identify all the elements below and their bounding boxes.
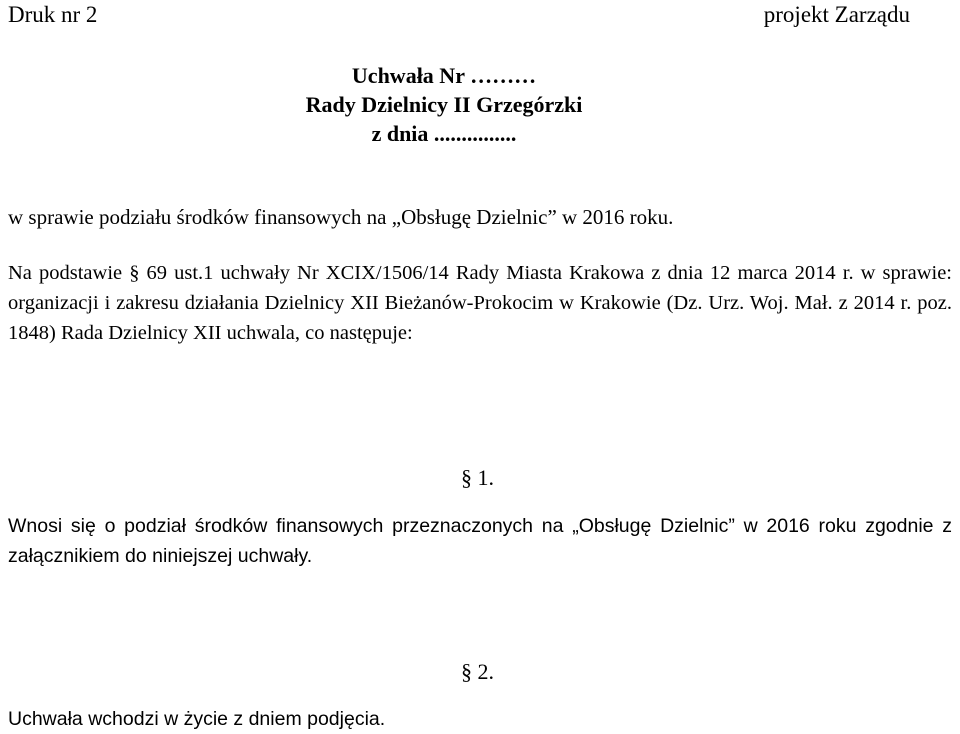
legal-basis-paragraph: Na podstawie § 69 ust.1 uchwały Nr XCIX/1506/14 Rady Miasta Krakowa z dnia 12 marca 2014 r. w sprawie: organizacji i zakresu działania Dzielnicy XII Bieżanów-Prokocim w Krakowie (Dz. Urz. Woj. Mał. z 2014 r. poz. 1848) Rada Dzielnicy XII uchwala, co następuje: [8, 262, 952, 344]
resolution-subject: w sprawie podziału środków finansowych na „Obsługę Dzielnic” w 2016 roku. [8, 205, 674, 229]
section-1-number: § 1. [461, 465, 494, 490]
resolution-number: Uchwała Nr ……… [351, 63, 537, 88]
section-2-number: § 2. [461, 659, 494, 684]
print-number: Druk nr 2 [8, 2, 98, 27]
section-1-text: Wnosi się o podział środków finansowych przeznaczonych na „Obsługę Dzielnic” w 2016 roku zgodnie z załącznikiem do niniejszej uchwały. [8, 515, 952, 567]
resolution-title [0, 61, 888, 148]
resolution-date: z dnia ............... [371, 121, 517, 146]
council-name: Rady Dzielnicy II Grzegórzki [305, 92, 583, 117]
draft-label: projekt Zarządu [763, 2, 910, 27]
section-2-text: Uchwała wchodzi w życie z dniem podjęcia. [8, 708, 386, 730]
